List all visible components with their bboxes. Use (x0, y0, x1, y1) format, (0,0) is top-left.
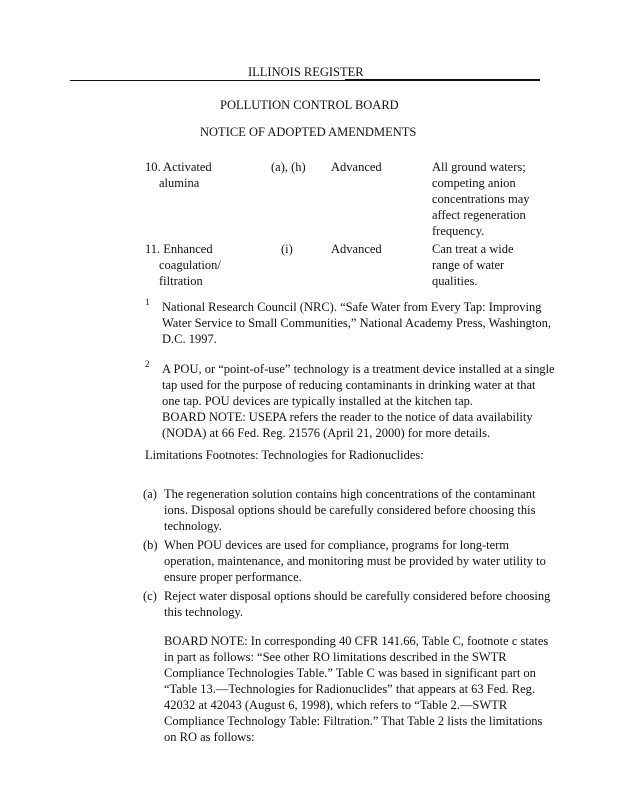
text-line: (NODA) at 66 Fed. Reg. 21576 (April 21, 2000) for more details. (162, 426, 491, 440)
text-line: coagulation/ (159, 258, 221, 272)
footnote-marker: 1 (145, 297, 150, 307)
text-line: National Research Council (NRC). “Safe Water from Every Tap: Improving (162, 300, 542, 314)
limitations-heading: Limitations Footnotes: Technologies for Radionuclides: (145, 448, 424, 462)
board-note (164, 633, 548, 745)
text-line: affect regeneration (432, 208, 526, 222)
text-line: All ground waters; (432, 160, 526, 174)
row-skill: Advanced (331, 242, 382, 256)
row-technology (145, 241, 221, 289)
text-line: frequency. (432, 224, 485, 238)
limitation-text (164, 588, 550, 620)
row-technology (145, 159, 212, 191)
text-line: one tap. POU devices are typically installed at the kitchen tap. (162, 394, 474, 408)
text-line: Can treat a wide (432, 242, 514, 256)
limitation-text (164, 486, 535, 534)
text-line: BOARD NOTE: In corresponding 40 CFR 141.66, Table C, footnote c states (164, 634, 549, 648)
limitation-text (164, 537, 546, 585)
text-line: The regeneration solution contains high concentrations of the contaminant (164, 487, 536, 501)
text-line: competing anion (432, 176, 516, 190)
text-line: ensure proper performance. (164, 570, 302, 584)
footnote-text (162, 361, 555, 441)
text-line: technology. (164, 519, 222, 533)
board-title: POLLUTION CONTROL BOARD (220, 98, 399, 112)
text-line: 42032 at 42043 (August 6, 1998), which refers to “Table 2.—SWTR (164, 698, 508, 712)
text-line: this technology. (164, 605, 244, 619)
text-line: qualities. (432, 274, 478, 288)
row-limitations: (a), (h) (271, 160, 306, 174)
row-limitations: (i) (281, 242, 293, 256)
limitation-marker: (a) (143, 487, 157, 501)
text-line: Reject water disposal options should be carefully considered before choosing (164, 589, 551, 603)
text-line: 10. Activated (145, 160, 212, 174)
text-line: alumina (159, 176, 200, 190)
text-line: A POU, or “point-of-use” technology is a treatment device installed at a single (162, 362, 555, 376)
text-line: in part as follows: “See other RO limitations described in the SWTR (164, 650, 507, 664)
text-line: tap used for the purpose of reducing contaminants in drinking water at that (162, 378, 536, 392)
footnote-marker: 2 (145, 359, 150, 369)
text-line: Water Service to Small Communities,” National Academy Press, Washington, (162, 316, 552, 330)
text-line: 11. Enhanced (145, 242, 213, 256)
footnote-text (162, 299, 551, 347)
text-line: D.C. 1997. (162, 332, 217, 346)
notice-title: NOTICE OF ADOPTED AMENDMENTS (200, 125, 417, 139)
text-line: filtration (159, 274, 203, 288)
register-title: ILLINOIS REGISTER (248, 65, 364, 79)
row-notes (432, 159, 530, 239)
limitation-marker: (b) (143, 538, 158, 552)
row-skill: Advanced (331, 160, 382, 174)
text-line: range of water (432, 258, 505, 272)
text-line: “Table 13.—Technologies for Radionuclides” that appears at 63 Fed. Reg. (164, 682, 536, 696)
text-line: operation, maintenance, and monitoring must be provided by water utility to (164, 554, 546, 568)
text-line: Compliance Technologies Table.” Table C was based in significant part on (164, 666, 536, 680)
limitation-marker: (c) (143, 589, 157, 603)
text-line: concentrations may (432, 192, 530, 206)
text-line: Compliance Technology Table: Filtration.” That Table 2 lists the limitations (164, 714, 543, 728)
text-line: ions. Disposal options should be carefully considered before choosing this (164, 503, 536, 517)
text-line: When POU devices are used for compliance, programs for long-term (164, 538, 510, 552)
header-rule-thick (345, 79, 540, 81)
row-notes (432, 241, 514, 289)
text-line: BOARD NOTE: USEPA refers the reader to the notice of data availability (162, 410, 533, 424)
text-line: on RO as follows: (164, 730, 255, 744)
